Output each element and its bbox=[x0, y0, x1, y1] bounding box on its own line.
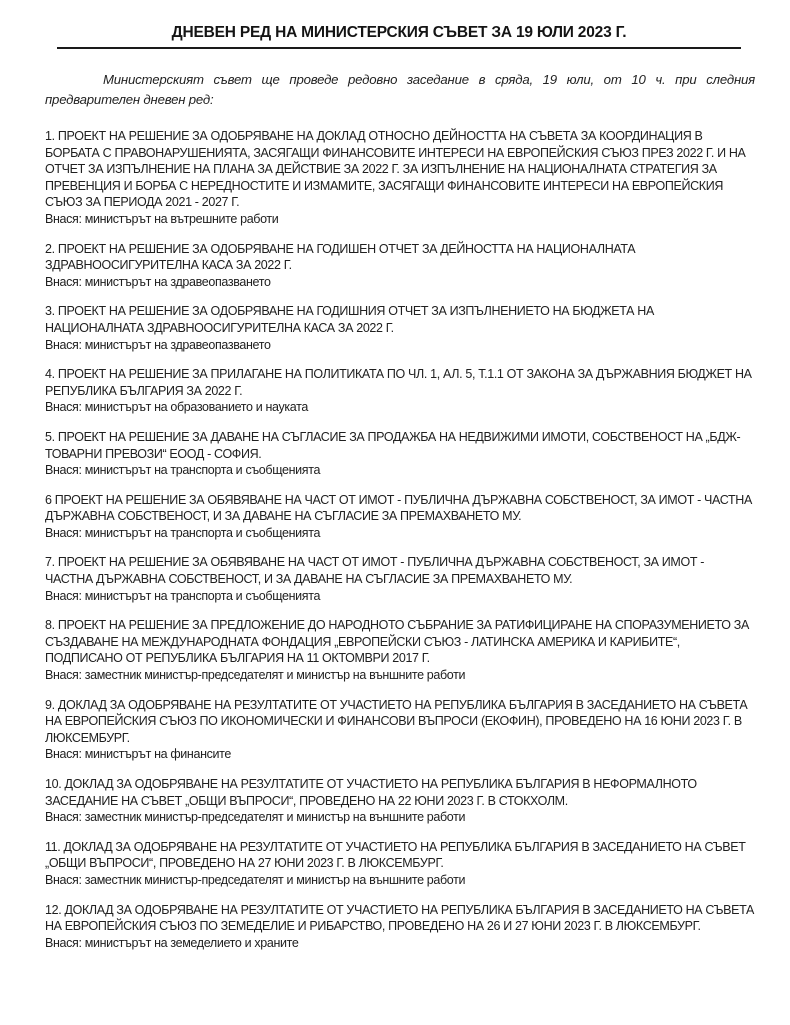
agenda-item-submitter: Внася: заместник министър-председателят и министър на външните работи bbox=[45, 668, 466, 683]
agenda-item-6 bbox=[45, 492, 755, 542]
agenda-item-submitter: Внася: министърът на образованието и науката bbox=[45, 400, 308, 415]
agenda-item-title: 9. ДОКЛАД ЗА ОДОБРЯВАНЕ НА РЕЗУЛТАТИТЕ ОТ УЧАСТИЕТО НА РЕПУБЛИКА БЪЛГАРИЯ В ЗАСЕДАНИЕТО НА СЪВЕТА НА ЕВРОПЕЙСКИЯ СЪЮЗ ПО ИКОНОМИЧЕСКИ И ФИНАНСОВИ ВЪПРОСИ (ЕКОФИН), ПРОВЕДЕНО НА 16 ЮНИ 2023 Г. В ЛЮКСЕМБУРГ. bbox=[45, 697, 748, 745]
agenda-item-title: 2. ПРОЕКТ НА РЕШЕНИЕ ЗА ОДОБРЯВАНЕ НА ГОДИШЕН ОТЧЕТ ЗА ДЕЙНОСТТА НА НАЦИОНАЛНАТА ЗДРАВНООСИГУРИТЕЛНА КАСА ЗА 2022 Г. bbox=[45, 241, 636, 273]
agenda-item-submitter: Внася: министърът на здравеопазването bbox=[45, 274, 271, 289]
agenda-item-submitter: Внася: заместник министър-председателят и министър на външните работи bbox=[45, 872, 466, 887]
agenda-item-title: 7. ПРОЕКТ НА РЕШЕНИЕ ЗА ОБЯВЯВАНЕ НА ЧАСТ ОТ ИМОТ - ПУБЛИЧНА ДЪРЖАВНА СОБСТВЕНОСТ, ЗА ИМОТ - ЧАСТНА ДЪРЖАВНА СОБСТВЕНОСТ, И ЗА ДАВАНЕ НА СЪГЛАСИЕ ЗА ПРЕМАХВАНЕТО МУ. bbox=[45, 555, 705, 587]
intro-paragraph: Министерският съвет ще проведе редовно заседание в сряда, 19 юли, от 10 ч. при следния предварителен дневен ред: bbox=[45, 72, 755, 107]
agenda-item-title: 8. ПРОЕКТ НА РЕШЕНИЕ ЗА ПРЕДЛОЖЕНИЕ ДО НАРОДНОТО СЪБРАНИЕ ЗА РАТИФИЦИРАНЕ НА СПОРАЗУМЕНИЕТО ЗА СЪЗДАВАНЕ НА МЕЖДУНАРОДНАТА ФОНДАЦИЯ „ЕВРОПЕЙСКИ СЪЮЗ - ЛАТИНСКА АМЕРИКА И КАРИБИТЕ“, ПОДПИСАНО ОТ РЕПУБЛИКА БЪЛГАРИЯ НА 11 ОКТОМВРИ 2017 Г. bbox=[45, 618, 749, 666]
agenda-item-title: 5. ПРОЕКТ НА РЕШЕНИЕ ЗА ДАВАНЕ НА СЪГЛАСИЕ ЗА ПРОДАЖБА НА НЕДВИЖИМИ ИМОТИ, СОБСТВЕНОСТ НА „БДЖ-ТОВАРНИ ПРЕВОЗИ“ ЕООД - СОФИЯ. bbox=[45, 429, 741, 461]
agenda-item-8 bbox=[45, 617, 755, 683]
agenda-item-submitter: Внася: министърът на финансите bbox=[45, 747, 231, 762]
agenda-list bbox=[45, 128, 755, 951]
agenda-item-12 bbox=[45, 902, 755, 952]
agenda-item-1 bbox=[45, 128, 755, 228]
agenda-item-title: 1. ПРОЕКТ НА РЕШЕНИЕ ЗА ОДОБРЯВАНЕ НА ДОКЛАД ОТНОСНО ДЕЙНОСТТА НА СЪВЕТА ЗА КООРДИНАЦИЯ В БОРБАТА С ПРАВОНАРУШЕНИЯТА, ЗАСЯГАЩИ ФИНАНСОВИТЕ ИНТЕРЕСИ НА ЕВРОПЕЙСКИЯ СЪЮЗ ПРЕЗ 2022 Г. И НА ОТЧЕТ ЗА ИЗПЪЛНЕНИЕ НА ПЛАНА ЗА ДЕЙСТВИЕ ЗА 2022 Г. ЗА ИЗПЪЛНЕНИЕ НА НАЦИОНАЛНАТА СТРАТЕГИЯ ЗА ПРЕВЕНЦИЯ И БОРБА С НЕРЕДНОСТИТЕ И ИЗМАМИТЕ, ЗАСЯГАЩИ ФИНАНСОВИТЕ ИНТЕРЕСИ НА ЕВРОПЕЙСКИЯ СЪЮЗ ЗА ПЕРИОДА 2021 - 2027 Г. bbox=[45, 129, 746, 210]
agenda-item-submitter: Внася: министърът на транспорта и съобщенията bbox=[45, 463, 321, 478]
agenda-item-9 bbox=[45, 697, 755, 763]
agenda-item-11 bbox=[45, 839, 755, 889]
agenda-item-5 bbox=[45, 429, 755, 479]
agenda-item-2 bbox=[45, 241, 755, 291]
agenda-item-submitter: Внася: министърът на земеделието и храните bbox=[45, 935, 299, 950]
agenda-item-10 bbox=[45, 776, 755, 826]
agenda-item-title: 11. ДОКЛАД ЗА ОДОБРЯВАНЕ НА РЕЗУЛТАТИТЕ ОТ УЧАСТИЕТО НА РЕПУБЛИКА БЪЛГАРИЯ В ЗАСЕДАНИЕТО НА СЪВЕТ „ОБЩИ ВЪПРОСИ“, ПРОВЕДЕНО НА 27 ЮНИ 2023 Г. В ЛЮКСЕМБУРГ. bbox=[45, 839, 746, 871]
agenda-item-title: 4. ПРОЕКТ НА РЕШЕНИЕ ЗА ПРИЛАГАНЕ НА ПОЛИТИКАТА ПО ЧЛ. 1, АЛ. 5, Т.1.1 ОТ ЗАКОНА ЗА ДЪРЖАВНИЯ БЮДЖЕТ НА РЕПУБЛИКА БЪЛГАРИЯ ЗА 2022 Г. bbox=[45, 367, 752, 398]
agenda-item-submitter: Внася: министърът на транспорта и съобщенията bbox=[45, 525, 321, 540]
agenda-item-title: 6 ПРОЕКТ НА РЕШЕНИЕ ЗА ОБЯВЯВАНЕ НА ЧАСТ ОТ ИМОТ - ПУБЛИЧНА ДЪРЖАВНА СОБСТВЕНОСТ, ЗА ИМОТ - ЧАСТНА ДЪРЖАВНА СОБСТВЕНОСТ, И ЗА ДАВАНЕ НА СЪГЛАСИЕ ЗА ПРЕМАХВАНЕТО МУ. bbox=[45, 492, 752, 524]
agenda-item-4 bbox=[45, 366, 755, 416]
agenda-item-3 bbox=[45, 303, 755, 353]
agenda-item-title: 3. ПРОЕКТ НА РЕШЕНИЕ ЗА ОДОБРЯВАНЕ НА ГОДИШНИЯ ОТЧЕТ ЗА ИЗПЪЛНЕНИЕТО НА БЮДЖЕТА НА НАЦИОНАЛНАТА ЗДРАВНООСИГУРИТЕЛНА КАСА ЗА 2022 Г. bbox=[45, 304, 654, 335]
agenda-item-7 bbox=[45, 554, 755, 604]
agenda-item-submitter: Внася: министърът на здравеопазването bbox=[45, 337, 271, 352]
agenda-item-submitter: Внася: заместник министър-председателят и министър на външните работи bbox=[45, 810, 466, 825]
agenda-item-submitter: Внася: министърът на вътрешните работи bbox=[45, 211, 279, 226]
agenda-item-submitter: Внася: министърът на транспорта и съобщенията bbox=[45, 588, 321, 603]
document-title: ДНЕВЕН РЕД НА МИНИСТЕРСКИЯ СЪВЕТ ЗА 19 ЮЛИ 2023 Г. bbox=[57, 24, 741, 49]
agenda-item-title: 12. ДОКЛАД ЗА ОДОБРЯВАНЕ НА РЕЗУЛТАТИТЕ ОТ УЧАСТИЕТО НА РЕПУБЛИКА БЪЛГАРИЯ В ЗАСЕДАНИЕТО НА СЪВЕТА НА ЕВРОПЕЙСКИЯ СЪЮЗ ПО ЗЕМЕДЕЛИЕ И РИБАРСТВО, ПРОВЕДЕНО НА 26 И 27 ЮНИ 2023 Г. В ЛЮКСЕМБУРГ. bbox=[45, 902, 754, 934]
agenda-item-title: 10. ДОКЛАД ЗА ОДОБРЯВАНЕ НА РЕЗУЛТАТИТЕ ОТ УЧАСТИЕТО НА РЕПУБЛИКА БЪЛГАРИЯ В НЕФОРМАЛНОТО ЗАСЕДАНИЕ НА СЪВЕТ „ОБЩИ ВЪПРОСИ“, ПРОВЕДЕНО НА 22 ЮНИ 2023 Г. В СТОКХОЛМ. bbox=[45, 777, 697, 808]
